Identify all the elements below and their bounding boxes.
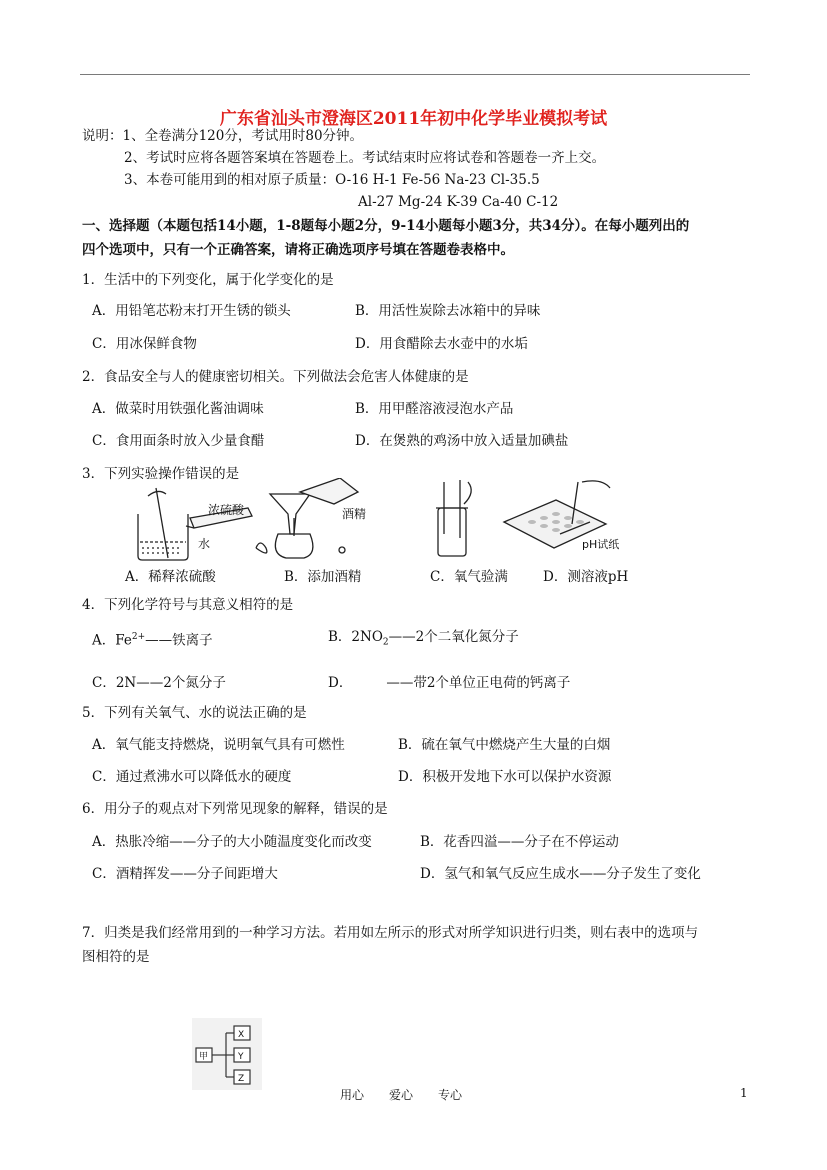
diagram-x-label: X	[238, 1030, 245, 1040]
q3-option-a: A．稀释浓硫酸	[125, 569, 216, 585]
label-acid: 浓硫酸	[208, 503, 245, 517]
footer-motto-3: 专心	[438, 1088, 463, 1102]
note-2: 2、考试时应将各题答案填在答题卷上。考试结束时应将试卷和答题卷一齐上交。	[124, 150, 606, 166]
q2-option-a: A．做菜时用铁强化酱油调味	[92, 401, 264, 417]
q1-stem: 1．生活中的下列变化，属于化学变化的是	[82, 272, 334, 288]
q5-option-b: B．硫在氧气中燃烧产生大量的白烟	[398, 737, 611, 753]
q7-stem-line1: 7．归类是我们经常用到的一种学习方法。若用如左所示的形式对所学知识进行归类，则右表中的选项与	[82, 925, 699, 941]
q6-option-d: D．氢气和氧气反应生成水——分子发生了变化	[420, 866, 701, 882]
footer-motto-1: 用心	[340, 1088, 365, 1102]
label-water: 水	[198, 537, 211, 551]
q4-option-b	[328, 628, 519, 652]
q2-stem: 2．食品安全与人的健康密切相关。下列做法会危害人体健康的是	[82, 369, 469, 385]
q4-d-letter: D．	[328, 675, 353, 691]
exam-title: 广东省汕头市澄海区2011年初中化学毕业模拟考试	[219, 109, 608, 129]
q4-d-meaning: ——带2个单位正电荷的钙离子	[386, 675, 571, 691]
q3-option-b: B．添加酒精	[284, 569, 362, 585]
q2-option-b: B．用甲醛溶液浸泡水产品	[355, 401, 514, 417]
q3-option-d: D．测溶液pH	[543, 569, 629, 585]
q4-option-c: C．2N——2个氮分子	[92, 675, 226, 691]
diagram-z-label: Z	[238, 1074, 245, 1084]
q4-a-charge: 2+	[131, 632, 146, 642]
gas-jar-icon	[436, 480, 471, 556]
diagram-y-label: Y	[238, 1052, 244, 1062]
q7-classification-diagram	[192, 1018, 262, 1090]
q4-b-subscript: 2	[382, 637, 389, 648]
q4-option-d	[328, 674, 570, 692]
note-1: 说明：1、全卷满分120分，考试用时80分钟。	[82, 128, 364, 144]
q2-option-d: D．在煲熟的鸡汤中放入适量加碘盐	[355, 433, 569, 449]
q4-b-symbol: B．2NO	[328, 629, 383, 645]
q3-option-c: C．氧气验满	[430, 569, 508, 585]
q4-a-symbol: A．Fe	[92, 632, 132, 649]
q5-stem: 5．下列有关氧气、水的说法正确的是	[82, 705, 307, 721]
q6-option-a: A．热胀冷缩——分子的大小随温度变化而改变	[92, 834, 372, 850]
section-header-line1: 一、选择题（本题包括14小题，1-8题每小题2分，9-14小题每小题3分，共34分）。在每小题列出的	[82, 218, 690, 234]
q1-option-a: A．用铅笔芯粉末打开生锈的锁头	[92, 303, 291, 319]
dilution-beaker-icon	[138, 488, 252, 560]
label-alcohol: 酒精	[342, 507, 367, 521]
footer-motto-2: 爱心	[389, 1088, 414, 1102]
note-3: 3、本卷可能用到的相对原子质量：O-16 H-1 Fe-56 Na-23 Cl-35.5	[124, 172, 540, 188]
diagram-root-label: 甲	[199, 1052, 209, 1062]
q3-apparatus-figure	[120, 478, 660, 568]
q6-stem: 6．用分子的观点对下列常见现象的解释，错误的是	[82, 801, 388, 817]
q2-option-c: C．食用面条时放入少量食醋	[92, 433, 265, 449]
q7-stem-line2: 图相符的是	[82, 949, 150, 965]
page-number: 1	[740, 1086, 748, 1100]
q5-option-d: D．积极开发地下水可以保护水资源	[398, 769, 612, 785]
q1-option-b: B．用活性炭除去冰箱中的异味	[355, 303, 541, 319]
q1-option-d: D．用食醋除去水壶中的水垢	[355, 336, 528, 352]
q6-option-c: C．酒精挥发——分子间距增大	[92, 866, 278, 882]
q4-a-meaning: ——铁离子	[145, 632, 213, 649]
section-header-line2: 四个选项中，只有一个正确答案，请将正确选项序号填在答题卷表格中。	[82, 242, 514, 258]
q6-option-b: B．花香四溢——分子在不停运动	[420, 834, 619, 850]
q3-stem: 3．下列实验操作错误的是	[82, 466, 240, 482]
q4-b-meaning: ——2个二氧化氮分子	[388, 629, 519, 645]
q5-option-c: C．通过煮沸水可以降低水的硬度	[92, 769, 292, 785]
q1-option-c: C．用冰保鲜食物	[92, 336, 197, 352]
q4-option-a	[92, 628, 213, 650]
note-3-cont: Al-27 Mg-24 K-39 Ca-40 C-12	[358, 194, 559, 210]
q5-option-a: A．氧气能支持燃烧，说明氧气具有可燃性	[92, 737, 345, 753]
q4-stem: 4．下列化学符号与其意义相符的是	[82, 597, 294, 613]
label-ph-paper: pH试纸	[582, 538, 620, 551]
header-rule	[80, 74, 750, 75]
